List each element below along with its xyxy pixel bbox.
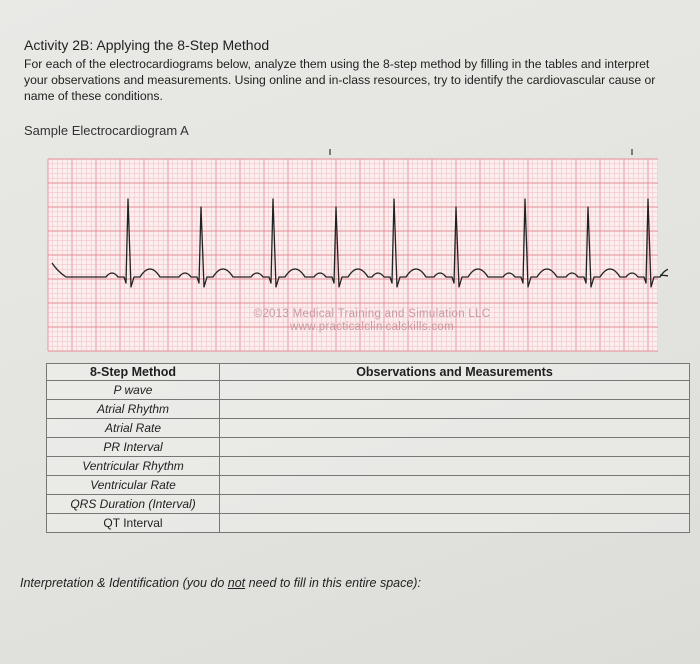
observation-cell[interactable] <box>220 400 690 419</box>
ecg-watermark <box>192 308 552 334</box>
table-row <box>47 457 690 476</box>
observation-cell[interactable] <box>220 457 690 476</box>
interpretation-text-before: Interpretation & Identification (you do <box>20 576 228 590</box>
interpretation-prompt <box>20 576 421 590</box>
table-row <box>47 381 690 400</box>
row-label: QRS Duration (Interval) <box>47 495 220 514</box>
row-label: Atrial Rate <box>47 419 220 438</box>
row-label: P wave <box>47 381 220 400</box>
observation-cell[interactable] <box>220 419 690 438</box>
row-label: Atrial Rhythm <box>47 400 220 419</box>
table-row <box>47 476 690 495</box>
table-row <box>47 514 690 533</box>
table-row <box>47 495 690 514</box>
row-label: Ventricular Rate <box>47 476 220 495</box>
observation-cell[interactable] <box>220 438 690 457</box>
table-row <box>47 400 690 419</box>
observation-cell[interactable] <box>220 476 690 495</box>
observation-cell[interactable] <box>220 495 690 514</box>
table-row <box>47 438 690 457</box>
interpretation-underlined: not <box>227 576 246 590</box>
sample-ecg-label: Sample Electrocardiogram A <box>24 123 189 138</box>
table-header-row <box>47 364 690 381</box>
eight-step-table <box>46 363 690 533</box>
watermark-copyright: ©2013 Medical Training and Simulation LLC <box>253 308 491 320</box>
interpretation-text-after: need to fill in this entire space): <box>245 576 421 590</box>
table-row <box>47 419 690 438</box>
row-label: PR Interval <box>47 438 220 457</box>
row-label: Ventricular Rhythm <box>47 457 220 476</box>
watermark-url: www.practicalclinicalskills.com <box>290 321 454 333</box>
activity-title: Activity 2B: Applying the 8-Step Method <box>24 37 270 53</box>
observation-cell[interactable] <box>220 381 690 400</box>
table-header-observations: Observations and Measurements <box>220 364 690 381</box>
observation-cell[interactable] <box>220 514 690 533</box>
table-header-method: 8-Step Method <box>47 364 220 381</box>
row-label: QT Interval <box>47 514 220 533</box>
activity-instructions: For each of the electrocardiograms below, analyze them using the 8-step method by filling in the tables and interpret your observations and measurements. Using online and in-class resources, try to identify the cardiovascular cause or name of these conditions. <box>24 57 656 103</box>
